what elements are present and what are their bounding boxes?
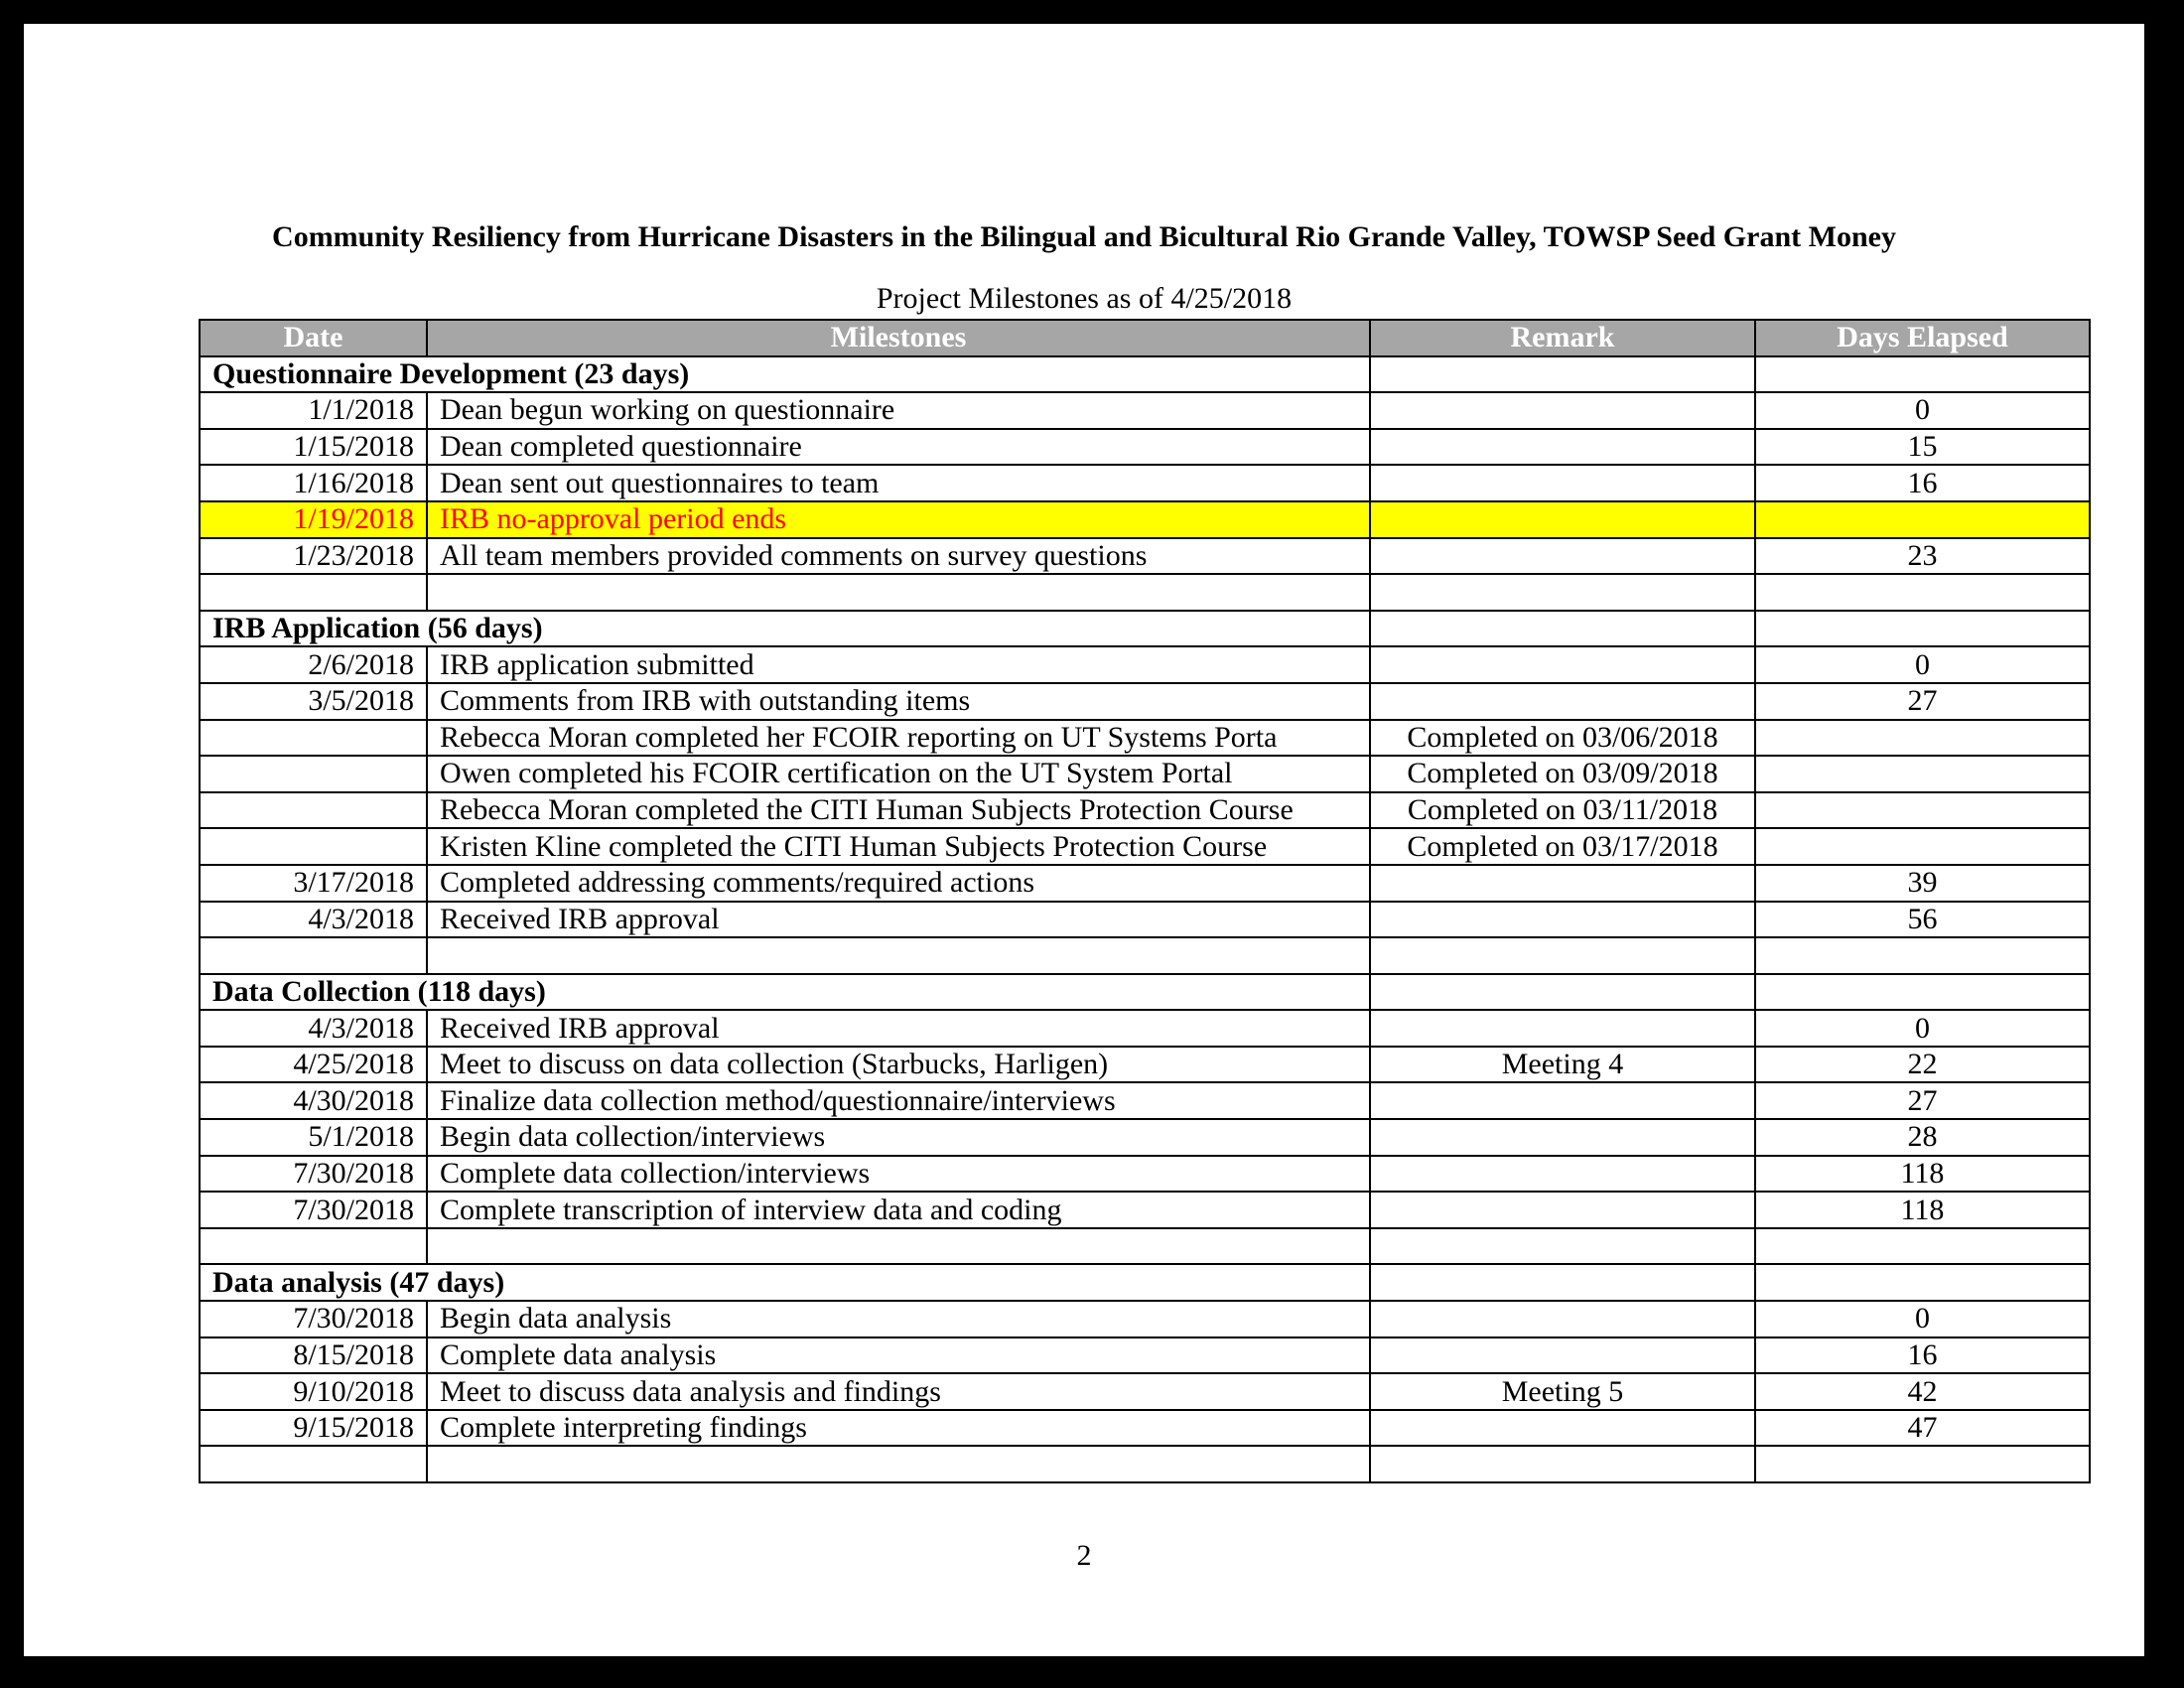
table-row <box>200 1301 2090 1337</box>
blank-cell <box>1755 937 2090 974</box>
milestone-cell: Complete data analysis <box>427 1337 1370 1374</box>
days-elapsed-cell: 42 <box>1755 1373 2090 1410</box>
days-elapsed-cell: 16 <box>1755 1337 2090 1374</box>
remark-cell <box>1370 501 1755 538</box>
blank-cell <box>200 937 427 974</box>
days-elapsed-cell: 39 <box>1755 865 2090 902</box>
table-row <box>200 501 2090 538</box>
remark-cell <box>1370 465 1755 501</box>
milestone-cell: Received IRB approval <box>427 1010 1370 1047</box>
milestone-cell: Completed addressing comments/required actions <box>427 865 1370 902</box>
date-cell: 9/15/2018 <box>200 1410 427 1447</box>
milestone-cell: Kristen Kline completed the CITI Human Subjects Protection Course <box>427 828 1370 865</box>
milestone-cell: Complete interpreting findings <box>427 1410 1370 1447</box>
table-row <box>200 683 2090 720</box>
remark-cell <box>1370 392 1755 429</box>
date-cell <box>200 720 427 757</box>
table-row <box>200 865 2090 902</box>
remark-cell: Completed on 03/11/2018 <box>1370 792 1755 829</box>
remark-cell <box>1370 1337 1755 1374</box>
blank-cell <box>1370 574 1755 611</box>
blank-cell <box>200 1446 427 1482</box>
table-row <box>200 828 2090 865</box>
remark-cell <box>1370 646 1755 683</box>
section-remark-cell <box>1370 1264 1755 1301</box>
date-cell: 9/10/2018 <box>200 1373 427 1410</box>
remark-cell <box>1370 865 1755 902</box>
date-cell: 5/1/2018 <box>200 1119 427 1156</box>
days-elapsed-cell: 47 <box>1755 1410 2090 1447</box>
table-row <box>200 1410 2090 1447</box>
blank-cell <box>1370 1228 1755 1265</box>
document-title: Community Resiliency from Hurricane Disasters in the Bilingual and Bicultural Rio Grande Valley, TOWSP Seed Grant Money <box>272 220 1896 253</box>
table-row <box>200 429 2090 466</box>
date-cell: 7/30/2018 <box>200 1156 427 1193</box>
table-row <box>200 1047 2090 1083</box>
table-row <box>200 1119 2090 1156</box>
date-cell: 1/1/2018 <box>200 392 427 429</box>
table-row <box>200 1010 2090 1047</box>
section-title: Questionnaire Development (23 days) <box>200 356 1370 393</box>
date-cell <box>200 828 427 865</box>
date-cell: 4/30/2018 <box>200 1082 427 1119</box>
section-days-cell <box>1755 356 2090 393</box>
milestone-cell: Complete data collection/interviews <box>427 1156 1370 1193</box>
milestone-cell: Finalize data collection method/questionnaire/interviews <box>427 1082 1370 1119</box>
date-cell: 1/15/2018 <box>200 429 427 466</box>
table-row <box>200 392 2090 429</box>
date-cell: 4/25/2018 <box>200 1047 427 1083</box>
table-row <box>200 1337 2090 1374</box>
table-row <box>200 720 2090 757</box>
remark-cell <box>1370 1156 1755 1193</box>
section-title: Data analysis (47 days) <box>200 1264 1370 1301</box>
milestone-cell: Owen completed his FCOIR certification on the UT System Portal <box>427 756 1370 792</box>
section-days-cell <box>1755 1264 2090 1301</box>
remark-cell <box>1370 1301 1755 1337</box>
remark-cell <box>1370 902 1755 938</box>
table-row <box>200 902 2090 938</box>
blank-row <box>200 1228 2090 1265</box>
table-row <box>200 646 2090 683</box>
section-title: Data Collection (118 days) <box>200 974 1370 1011</box>
blank-cell <box>1755 574 2090 611</box>
header-days-elapsed: Days Elapsed <box>1755 320 2090 356</box>
blank-row <box>200 574 2090 611</box>
remark-cell <box>1370 1082 1755 1119</box>
table-row <box>200 1373 2090 1410</box>
table-row <box>200 1192 2090 1228</box>
blank-cell <box>427 937 1370 974</box>
days-elapsed-cell <box>1755 501 2090 538</box>
date-cell <box>200 792 427 829</box>
section-remark-cell <box>1370 611 1755 647</box>
section-days-cell <box>1755 974 2090 1011</box>
blank-cell <box>1370 937 1755 974</box>
milestones-table <box>199 319 2091 1483</box>
days-elapsed-cell: 27 <box>1755 683 2090 720</box>
date-cell: 4/3/2018 <box>200 1010 427 1047</box>
days-elapsed-cell: 22 <box>1755 1047 2090 1083</box>
date-cell: 1/19/2018 <box>200 501 427 538</box>
section-title-row <box>200 356 2090 393</box>
milestone-cell: Meet to discuss on data collection (Starbucks, Harligen) <box>427 1047 1370 1083</box>
days-elapsed-cell: 0 <box>1755 1010 2090 1047</box>
remark-cell <box>1370 1010 1755 1047</box>
date-cell: 3/5/2018 <box>200 683 427 720</box>
days-elapsed-cell: 15 <box>1755 429 2090 466</box>
milestones-table-body <box>200 356 2090 1482</box>
remark-cell <box>1370 429 1755 466</box>
blank-cell <box>1755 1446 2090 1482</box>
table-row <box>200 538 2090 575</box>
blank-row <box>200 1446 2090 1482</box>
remark-cell: Completed on 03/17/2018 <box>1370 828 1755 865</box>
milestone-cell: IRB application submitted <box>427 646 1370 683</box>
milestone-cell: Meet to discuss data analysis and findings <box>427 1373 1370 1410</box>
remark-cell: Meeting 5 <box>1370 1373 1755 1410</box>
days-elapsed-cell: 0 <box>1755 646 2090 683</box>
blank-cell <box>1755 1228 2090 1265</box>
date-cell: 1/23/2018 <box>200 538 427 575</box>
remark-cell: Completed on 03/09/2018 <box>1370 756 1755 792</box>
document-page <box>24 24 2144 1656</box>
days-elapsed-cell: 118 <box>1755 1156 2090 1193</box>
table-row <box>200 1156 2090 1193</box>
date-cell: 7/30/2018 <box>200 1301 427 1337</box>
blank-cell <box>427 1446 1370 1482</box>
section-days-cell <box>1755 611 2090 647</box>
remark-cell <box>1370 683 1755 720</box>
milestone-cell: Begin data collection/interviews <box>427 1119 1370 1156</box>
milestone-cell: Rebecca Moran completed the CITI Human Subjects Protection Course <box>427 792 1370 829</box>
days-elapsed-cell <box>1755 756 2090 792</box>
days-elapsed-cell: 23 <box>1755 538 2090 575</box>
blank-cell <box>200 574 427 611</box>
date-cell: 4/3/2018 <box>200 902 427 938</box>
date-cell: 2/6/2018 <box>200 646 427 683</box>
remark-cell <box>1370 1119 1755 1156</box>
section-remark-cell <box>1370 356 1755 393</box>
blank-cell <box>1370 1446 1755 1482</box>
days-elapsed-cell: 16 <box>1755 465 2090 501</box>
days-elapsed-cell: 28 <box>1755 1119 2090 1156</box>
table-row <box>200 1082 2090 1119</box>
header-remark: Remark <box>1370 320 1755 356</box>
table-header-row <box>200 320 2090 356</box>
document-subtitle: Project Milestones as of 4/25/2018 <box>876 282 1293 315</box>
days-elapsed-cell: 56 <box>1755 902 2090 938</box>
date-cell <box>200 756 427 792</box>
days-elapsed-cell <box>1755 792 2090 829</box>
blank-cell <box>427 1228 1370 1265</box>
table-row <box>200 792 2090 829</box>
date-cell: 8/15/2018 <box>200 1337 427 1374</box>
days-elapsed-cell <box>1755 720 2090 757</box>
section-title-row <box>200 1264 2090 1301</box>
section-remark-cell <box>1370 974 1755 1011</box>
blank-row <box>200 937 2090 974</box>
date-cell: 3/17/2018 <box>200 865 427 902</box>
milestone-cell: All team members provided comments on survey questions <box>427 538 1370 575</box>
remark-cell: Completed on 03/06/2018 <box>1370 720 1755 757</box>
remark-cell: Meeting 4 <box>1370 1047 1755 1083</box>
remark-cell <box>1370 1410 1755 1447</box>
table-row <box>200 465 2090 501</box>
blank-cell <box>200 1228 427 1265</box>
milestone-cell: Rebecca Moran completed her FCOIR reporting on UT Systems Porta <box>427 720 1370 757</box>
milestone-cell: Complete transcription of interview data and coding <box>427 1192 1370 1228</box>
header-milestones: Milestones <box>427 320 1370 356</box>
section-title-row <box>200 611 2090 647</box>
milestone-cell: Dean completed questionnaire <box>427 429 1370 466</box>
days-elapsed-cell: 118 <box>1755 1192 2090 1228</box>
section-title-row <box>200 974 2090 1011</box>
days-elapsed-cell <box>1755 828 2090 865</box>
blank-cell <box>427 574 1370 611</box>
days-elapsed-cell: 0 <box>1755 1301 2090 1337</box>
header-date: Date <box>200 320 427 356</box>
milestone-cell: Begin data analysis <box>427 1301 1370 1337</box>
remark-cell <box>1370 538 1755 575</box>
milestone-cell: Dean begun working on questionnaire <box>427 392 1370 429</box>
milestone-cell: Received IRB approval <box>427 902 1370 938</box>
milestone-cell: Dean sent out questionnaires to team <box>427 465 1370 501</box>
milestone-cell: IRB no-approval period ends <box>427 501 1370 538</box>
date-cell: 7/30/2018 <box>200 1192 427 1228</box>
milestone-cell: Comments from IRB with outstanding items <box>427 683 1370 720</box>
section-title: IRB Application (56 days) <box>200 611 1370 647</box>
remark-cell <box>1370 1192 1755 1228</box>
date-cell: 1/16/2018 <box>200 465 427 501</box>
days-elapsed-cell: 27 <box>1755 1082 2090 1119</box>
page-number: 2 <box>1076 1539 1092 1572</box>
table-row <box>200 756 2090 792</box>
days-elapsed-cell: 0 <box>1755 392 2090 429</box>
